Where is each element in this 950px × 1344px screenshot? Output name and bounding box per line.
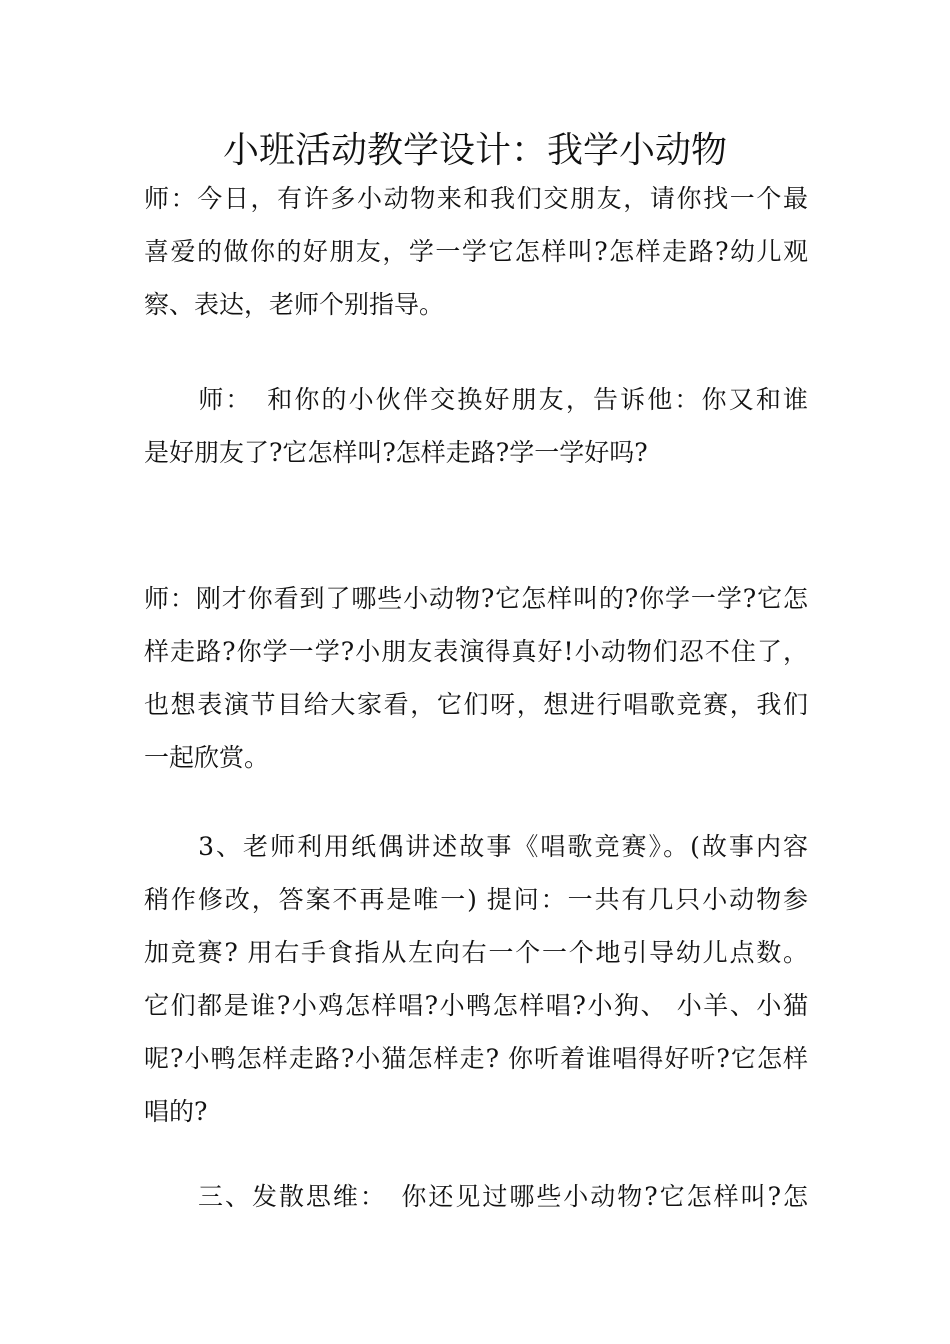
paragraph-line: 师： 和你的小伙伴交换好朋友，告诉他：你又和谁 (144, 385, 808, 414)
paragraph-line: 3、老师利用纸偶讲述故事《唱歌竞赛》。(故事内容 (144, 832, 808, 861)
paragraph-line: 呢?小鸭怎样走路?小猫怎样走? 你听着谁唱得好听?它怎样 (144, 1044, 808, 1073)
document-title: 小班活动教学设计：我学小动物 (222, 130, 727, 171)
paragraph-2 (144, 373, 808, 479)
paragraph-line: 加竞赛? 用右手食指从左向右一个一个地引导幼儿点数。 (144, 938, 808, 967)
paragraph-1 (144, 172, 808, 331)
paragraph-line: 一起欣赏。 (144, 743, 270, 772)
paragraph-line: 唱的? (144, 1097, 208, 1126)
paragraph-line: 样走路?你学一学?小朋友表演得真好!小动物们忍不住了， (144, 637, 808, 666)
paragraph-line: 也想表演节目给大家看，它们呀，想进行唱歌竞赛，我们 (144, 690, 808, 719)
paragraph-4 (144, 820, 808, 1138)
paragraph-line: 察、表达，老师个别指导。 (144, 290, 445, 319)
paragraph-line: 它们都是谁?小鸡怎样唱?小鸭怎样唱?小狗、 小羊、小猫 (144, 991, 808, 1020)
paragraph-3 (144, 572, 808, 784)
paragraph-line: 师：刚才你看到了哪些小动物?它怎样叫的?你学一学?它怎 (144, 584, 808, 613)
paragraph-line: 师：今日，有许多小动物来和我们交朋友，请你找一个最 (144, 184, 808, 213)
paragraph-line: 是好朋友了?它怎样叫?怎样走路?学一学好吗? (144, 438, 648, 467)
paragraph-line: 喜爱的做你的好朋友，学一学它怎样叫?怎样走路?幼儿观 (144, 237, 808, 266)
paragraph-line: 稍作修改，答案不再是唯一) 提问：一共有几只小动物参 (144, 885, 808, 914)
paragraph-line: 三、发散思维： 你还见过哪些小动物?它怎样叫?怎 (144, 1182, 808, 1211)
paragraph-5 (144, 1170, 808, 1223)
